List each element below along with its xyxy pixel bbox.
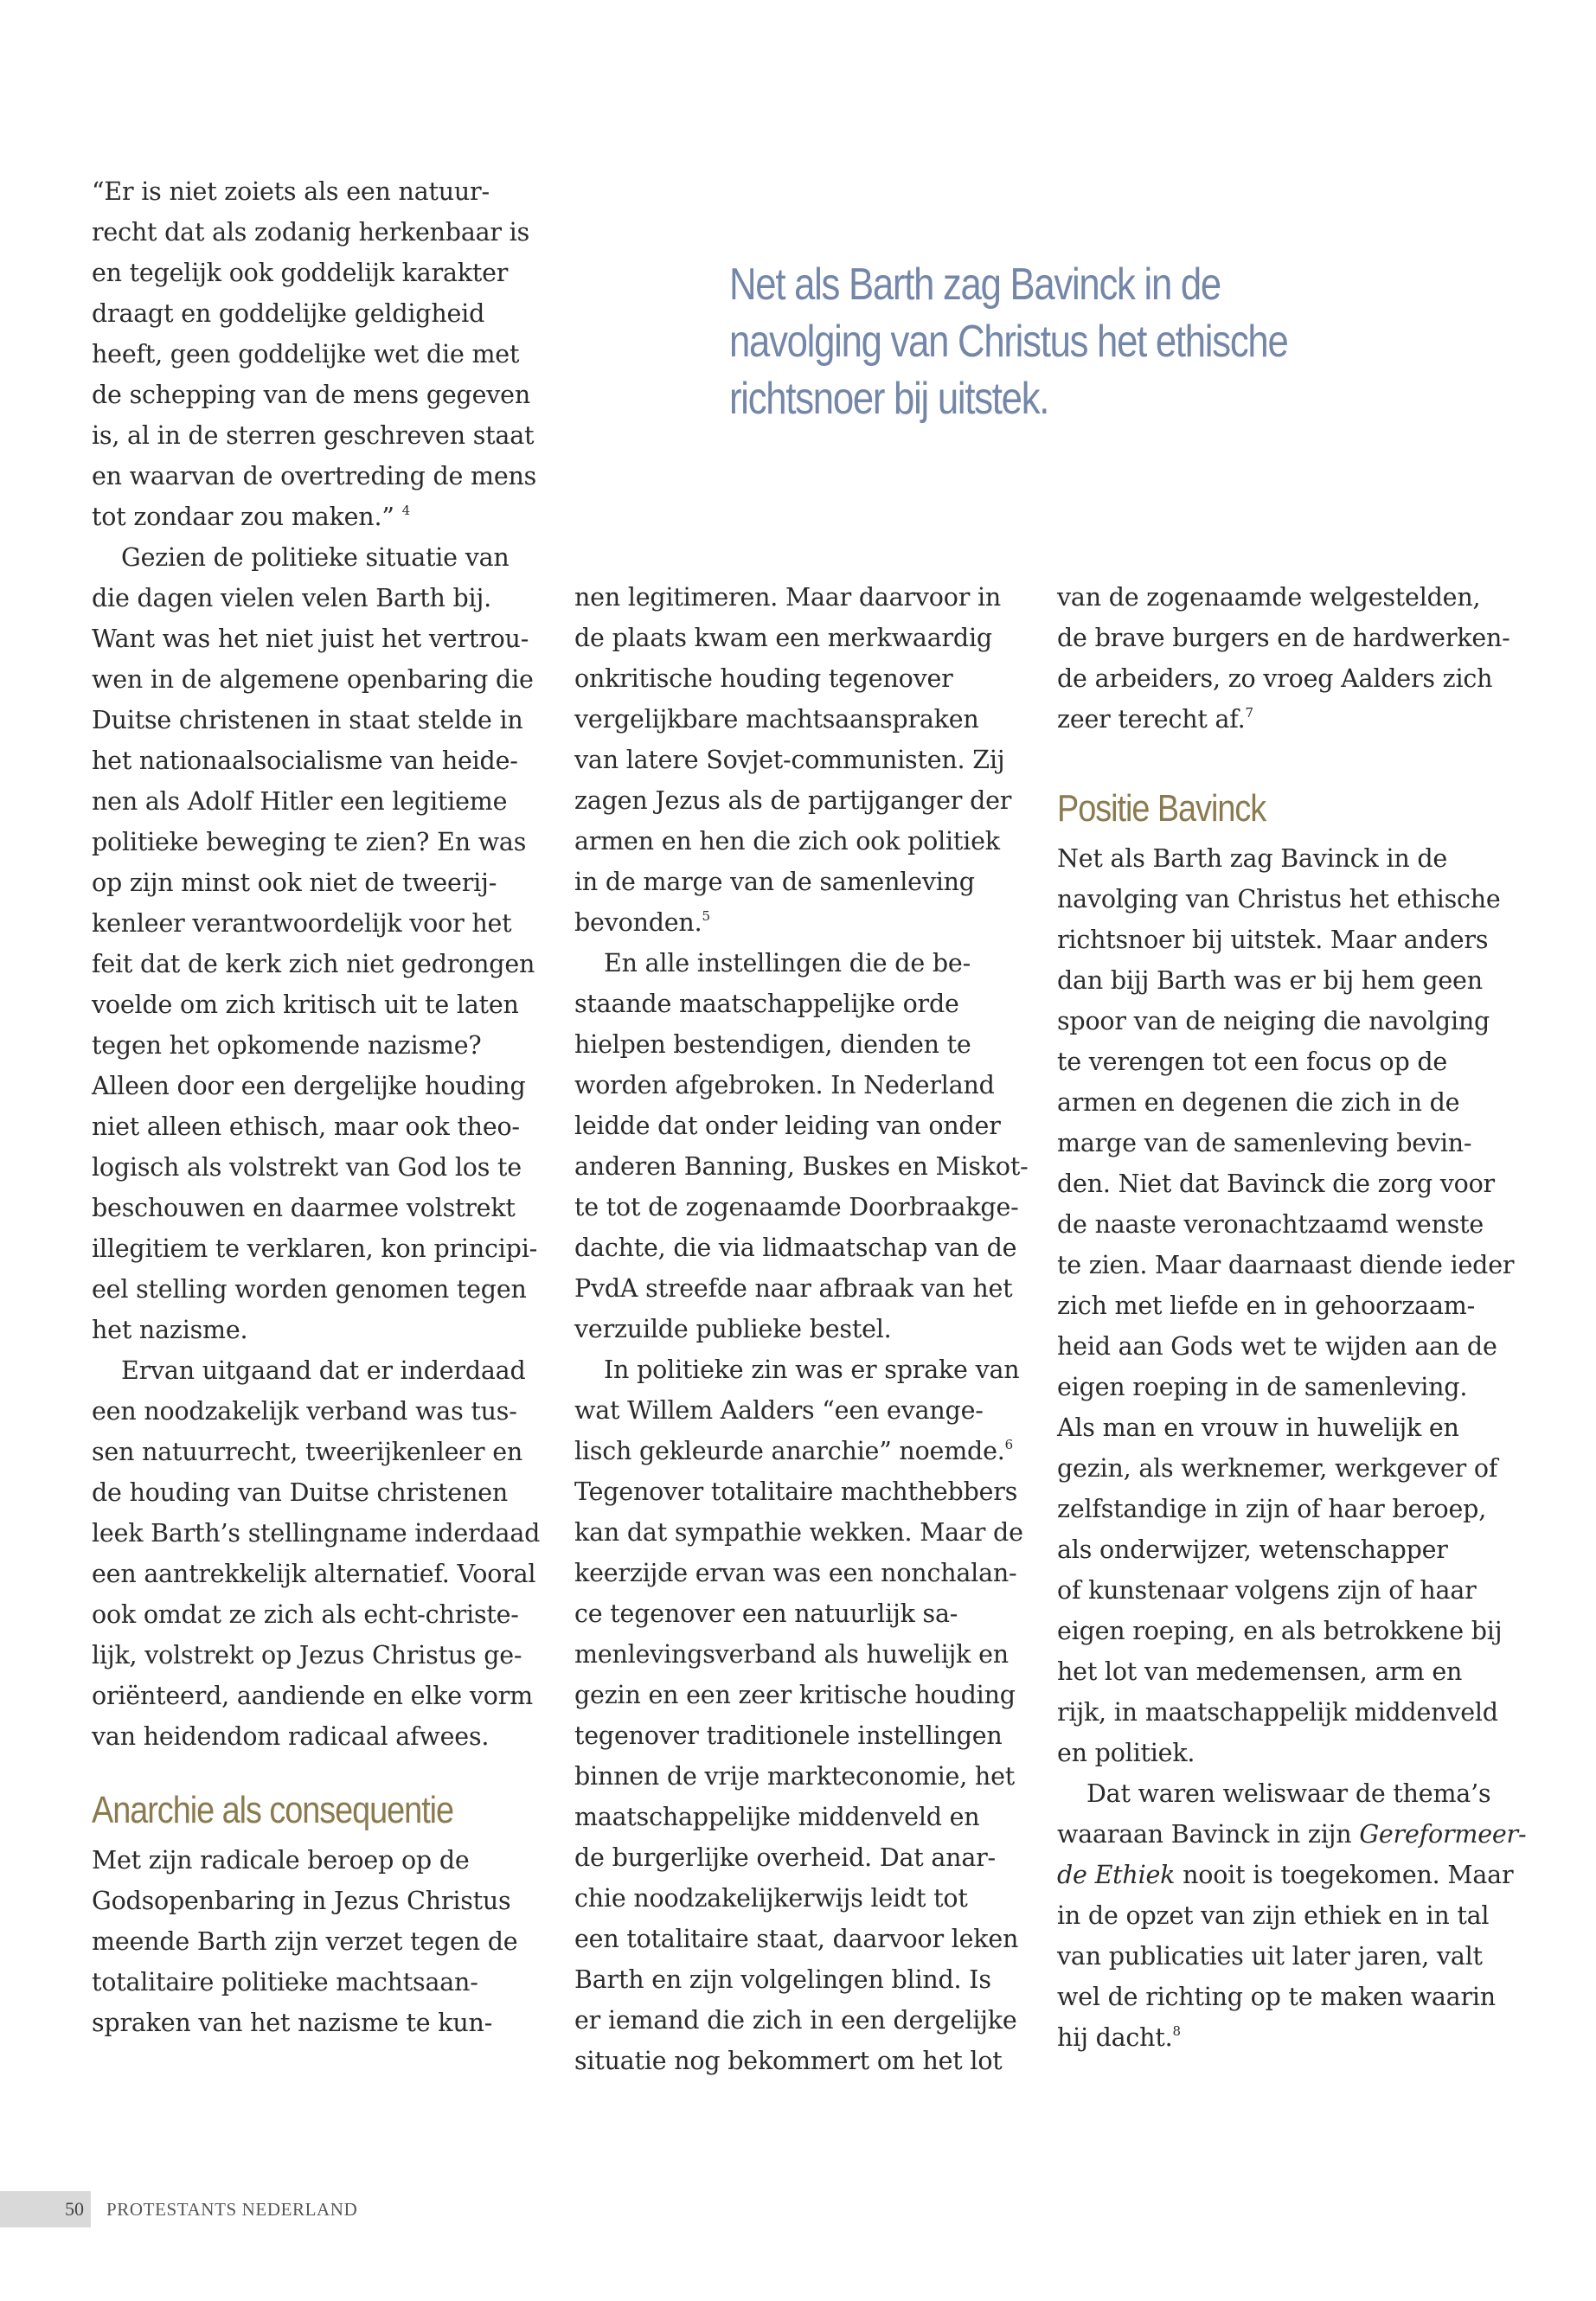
text-line: leek Barth’s stellingname inderdaad (92, 1519, 541, 1548)
text-line: hij dacht. (1057, 2023, 1173, 2052)
paragraph (1057, 1773, 1527, 2058)
book-title-italic: Gereformeer- (1359, 1820, 1527, 1849)
text-line: in de opzet van zijn ethiek en in tal (1057, 1901, 1490, 1930)
pull-quote-line: richtsnoer bij uitstek. (729, 374, 1049, 424)
text-line: Godsopenbaring in Jezus Christus (92, 1887, 511, 1915)
page-number: 50 (0, 2191, 91, 2227)
paragraph (92, 1350, 542, 1757)
text-line: als onderwijzer, wetenschapper (1057, 1535, 1448, 1564)
text-line: Ervan uitgaand dat er inderdaad (121, 1356, 526, 1385)
text-line: wen in de algemene openbaring die (92, 665, 534, 694)
text-line: tegenover traditionele instellingen (574, 1721, 1003, 1750)
text-line: meende Barth zijn verzet tegen de (92, 1927, 518, 1956)
text-line: zeer terecht af. (1057, 705, 1246, 734)
text-line: spraken van het nazisme te kun- (92, 2009, 493, 2037)
section-heading-positie-bavinck: Positie Bavinck (1057, 787, 1266, 830)
text-line: waaraan Bavinck in zijn (1057, 1820, 1360, 1849)
text-line: niet alleen ethisch, maar ook theo- (92, 1112, 520, 1141)
text-line: chie noodzakelijkerwijs leidt tot (574, 1884, 968, 1913)
text-line: is, al in de sterren geschreven staat (92, 421, 535, 450)
text-line: situatie nog bekommert om het lot (574, 2047, 1003, 2075)
paragraph (1057, 577, 1510, 740)
text-line: En alle instellingen die de be- (604, 949, 971, 977)
text-line: gezin, als werknemer, werkgever of (1057, 1454, 1498, 1483)
text-line: anderen Banning, Buskes en Miskot- (574, 1152, 1029, 1181)
text-line: leidde dat onder leiding van onder (574, 1112, 1001, 1140)
text-line: kenleer verantwoordelijk voor het (92, 909, 512, 938)
column-1 (92, 171, 542, 2043)
text-line: staande maatschappelijke orde (574, 990, 959, 1018)
text-line: draagt en goddelijke geldigheid (92, 299, 485, 328)
text-line: “Er is niet zoiets als een natuur- (92, 177, 490, 206)
footnote-ref: 6 (1004, 1437, 1013, 1452)
text-line: feit dat de kerk zich niet gedrongen (92, 950, 535, 978)
paragraph (92, 537, 542, 1350)
text-line: onkritische houding tegenover (574, 664, 953, 693)
footnote-ref: 8 (1172, 2023, 1181, 2039)
text-line: het lot van medemensen, arm en (1057, 1657, 1463, 1686)
text-line: spoor van de neiging die navolging (1057, 1007, 1490, 1035)
text-line: wel de richting op te maken waarin (1057, 1983, 1496, 2011)
text-line: tegen het opkomende nazisme? (92, 1031, 482, 1060)
text-line: van heidendom radicaal afwees. (92, 1722, 490, 1751)
text-line: dan bijj Barth was er bij hem geen (1057, 966, 1483, 995)
text-line: bevonden. (574, 908, 702, 937)
page-footer (0, 2191, 433, 2227)
text-line: Tegenover totalitaire machthebbers (574, 1477, 1018, 1506)
text-line: lijk, volstrekt op Jezus Christus ge- (92, 1641, 522, 1670)
text-line: kan dat sympathie wekken. Maar de (574, 1518, 1023, 1547)
text-line: eel stelling worden genomen tegen (92, 1275, 527, 1304)
text-line: te tot de zogenaamde Doorbraakge- (574, 1193, 1019, 1221)
text-line: logisch als volstrekt van God los te (92, 1153, 522, 1182)
text-line: heid aan Gods wet te wijden aan de (1057, 1332, 1497, 1361)
text-line: en tegelijk ook goddelijk karakter (92, 259, 509, 287)
text-line: nen als Adolf Hitler een legitieme (92, 787, 508, 816)
text-line: lisch gekleurde anarchie” noemde. (574, 1437, 1005, 1465)
book-title-italic: de Ethiek (1057, 1861, 1176, 1889)
pull-quote-line: Net als Barth zag Bavinck in de (729, 260, 1221, 310)
text-line: illegitiem te verklaren, kon principi- (92, 1234, 538, 1263)
text-line: vergelijkbare machtsaanspraken (574, 705, 979, 734)
text-line: hielpen bestendigen, dienden te (574, 1030, 971, 1059)
text-line: In politieke zin was er sprake van (604, 1356, 1020, 1384)
text-line: verzuilde publieke bestel. (574, 1315, 892, 1343)
text-line: te verengen tot een focus op de (1057, 1048, 1448, 1076)
text-line: worden afgebroken. In Nederland (574, 1071, 995, 1099)
paragraph (574, 943, 1029, 1349)
text-line: en waarvan de overtreding de mens (92, 462, 537, 490)
text-line: eigen roeping, en als betrokkene bij (1057, 1617, 1503, 1645)
paragraph (574, 577, 1024, 943)
text-line: in de marge van de samenleving (574, 868, 975, 896)
text-line: het nationaalsocialisme van heide- (92, 747, 518, 775)
text-line: Gezien de politieke situatie van (121, 543, 510, 572)
text-line: Dat waren weliswaar de thema’s (1086, 1779, 1491, 1808)
text-line: te zien. Maar daarnaast diende ieder (1057, 1251, 1515, 1279)
text-line: een noodzakelijk verband was tus- (92, 1397, 517, 1426)
text-line: Als man en vrouw in huwelijk en (1057, 1413, 1459, 1442)
text-line: eigen roeping in de samenleving. (1057, 1373, 1468, 1401)
text-line: recht dat als zodanig herkenbaar is (92, 218, 530, 247)
text-line: een totalitaire staat, daarvoor leken (574, 1925, 1019, 1953)
text-line: tot zondaar zou maken.” (92, 503, 394, 531)
text-line: de burgerlijke overheid. Dat anar- (574, 1843, 996, 1872)
text-line: op zijn minst ook niet de tweerij- (92, 868, 497, 897)
text-line: Net als Barth zag Bavinck in de (1057, 844, 1448, 873)
text-line: beschouwen en daarmee volstrekt (92, 1194, 516, 1222)
text-line: marge van de samenleving bevin- (1057, 1129, 1472, 1157)
text-line: zelfstandige in zijn of haar beroep, (1057, 1495, 1487, 1523)
text-line: Met zijn radicale beroep op de (92, 1846, 470, 1875)
text-line: zich met liefde en in gehoorzaam- (1057, 1292, 1475, 1320)
text-line: het nazisme. (92, 1316, 248, 1344)
text-line: ook omdat ze zich als echt-christe- (92, 1600, 519, 1629)
paragraph (1057, 838, 1515, 1773)
paragraph (92, 1840, 542, 2043)
text-line: de plaats kwam een merkwaardig (574, 624, 992, 652)
paragraph (574, 1349, 1024, 2081)
quote-paragraph (92, 171, 542, 537)
text-line: rijk, in maatschappelijk middenveld (1057, 1698, 1498, 1727)
text-line: richtsnoer bij uitstek. Maar anders (1057, 926, 1489, 954)
text-line: er iemand die zich in een dergelijke (574, 2006, 1017, 2035)
text-line: van de zogenaamde welgestelden, (1057, 583, 1481, 612)
text-line: of kunstenaar volgens zijn of haar (1057, 1576, 1477, 1605)
text-line: nen legitimeren. Maar daarvoor in (574, 583, 1002, 612)
pull-quote (729, 256, 1287, 427)
text-line: die dagen vielen velen Barth bij. (92, 584, 491, 612)
magazine-name: PROTESTANTS NEDERLAND (106, 2198, 358, 2220)
text-line: ce tegenover een natuurlijk sa- (574, 1599, 958, 1628)
text-line: navolging van Christus het ethische (1057, 885, 1501, 913)
text-line: nooit is toegekomen. Maar (1175, 1861, 1514, 1889)
text-line: van publicaties uit later jaren, valt (1057, 1942, 1483, 1971)
footnote-ref: 7 (1245, 705, 1253, 721)
text-line: de schepping van de mens gegeven (92, 381, 530, 409)
text-line: armen en hen die zich ook politiek (574, 827, 1000, 856)
text-line: en politiek. (1057, 1739, 1195, 1767)
text-line: de houding van Duitse christenen (92, 1478, 509, 1507)
text-line: den. Niet dat Bavinck die zorg voor (1057, 1170, 1495, 1198)
column-3 (1057, 577, 1527, 2058)
text-line: een aantrekkelijk alternatief. Vooral (92, 1560, 536, 1588)
pull-quote-line: navolging van Christus het ethische (729, 317, 1288, 367)
text-line: dachte, die via lidmaatschap van de (574, 1234, 1017, 1262)
text-line: menlevingsverband als huwelijk en (574, 1640, 1009, 1669)
text-line: heeft, geen goddelijke wet die met (92, 340, 520, 369)
section-heading-anarchie: Anarchie als consequentie (92, 1789, 454, 1831)
footnote-ref: 4 (401, 503, 410, 518)
text-line: keerzijde ervan was een nonchalan- (574, 1559, 1017, 1587)
text-line: PvdA streefde naar afbraak van het (574, 1274, 1013, 1303)
text-line: de arbeiders, zo vroeg Aalders zich (1057, 664, 1493, 693)
text-line: maatschappelijke middenveld en (574, 1803, 980, 1831)
text-line: totalitaire politieke machtsaan- (92, 1968, 478, 1997)
text-line: wat Willem Aalders “een evange- (574, 1396, 984, 1425)
text-line: van latere Sovjet-communisten. Zij (574, 746, 1005, 774)
text-line: sen natuurrecht, tweerijkenleer en (92, 1438, 523, 1466)
text-line: armen en degenen die zich in de (1057, 1088, 1460, 1117)
text-line: de brave burgers en de hardwerken- (1057, 624, 1510, 652)
text-line: Alleen door een dergelijke houding (92, 1072, 526, 1100)
text-line: de naaste veronachtzaamd wenste (1057, 1210, 1484, 1239)
text-line: Duitse christenen in staat stelde in (92, 706, 523, 734)
column-2 (574, 577, 1029, 2081)
text-line: binnen de vrije markteconomie, het (574, 1762, 1015, 1791)
text-line: gezin en een zeer kritische houding (574, 1681, 1016, 1709)
footnote-ref: 5 (702, 908, 710, 924)
text-line: voelde om zich kritisch uit te laten (92, 990, 519, 1019)
text-line: zagen Jezus als de partijganger der (574, 786, 1012, 815)
text-line: Want was het niet juist het vertrou- (92, 625, 529, 653)
text-line: Barth en zijn volgelingen blind. Is (574, 1965, 991, 1994)
text-line: oriënteerd, aandiende en elke vorm (92, 1682, 533, 1710)
text-line: politieke beweging te zien? En was (92, 828, 527, 856)
